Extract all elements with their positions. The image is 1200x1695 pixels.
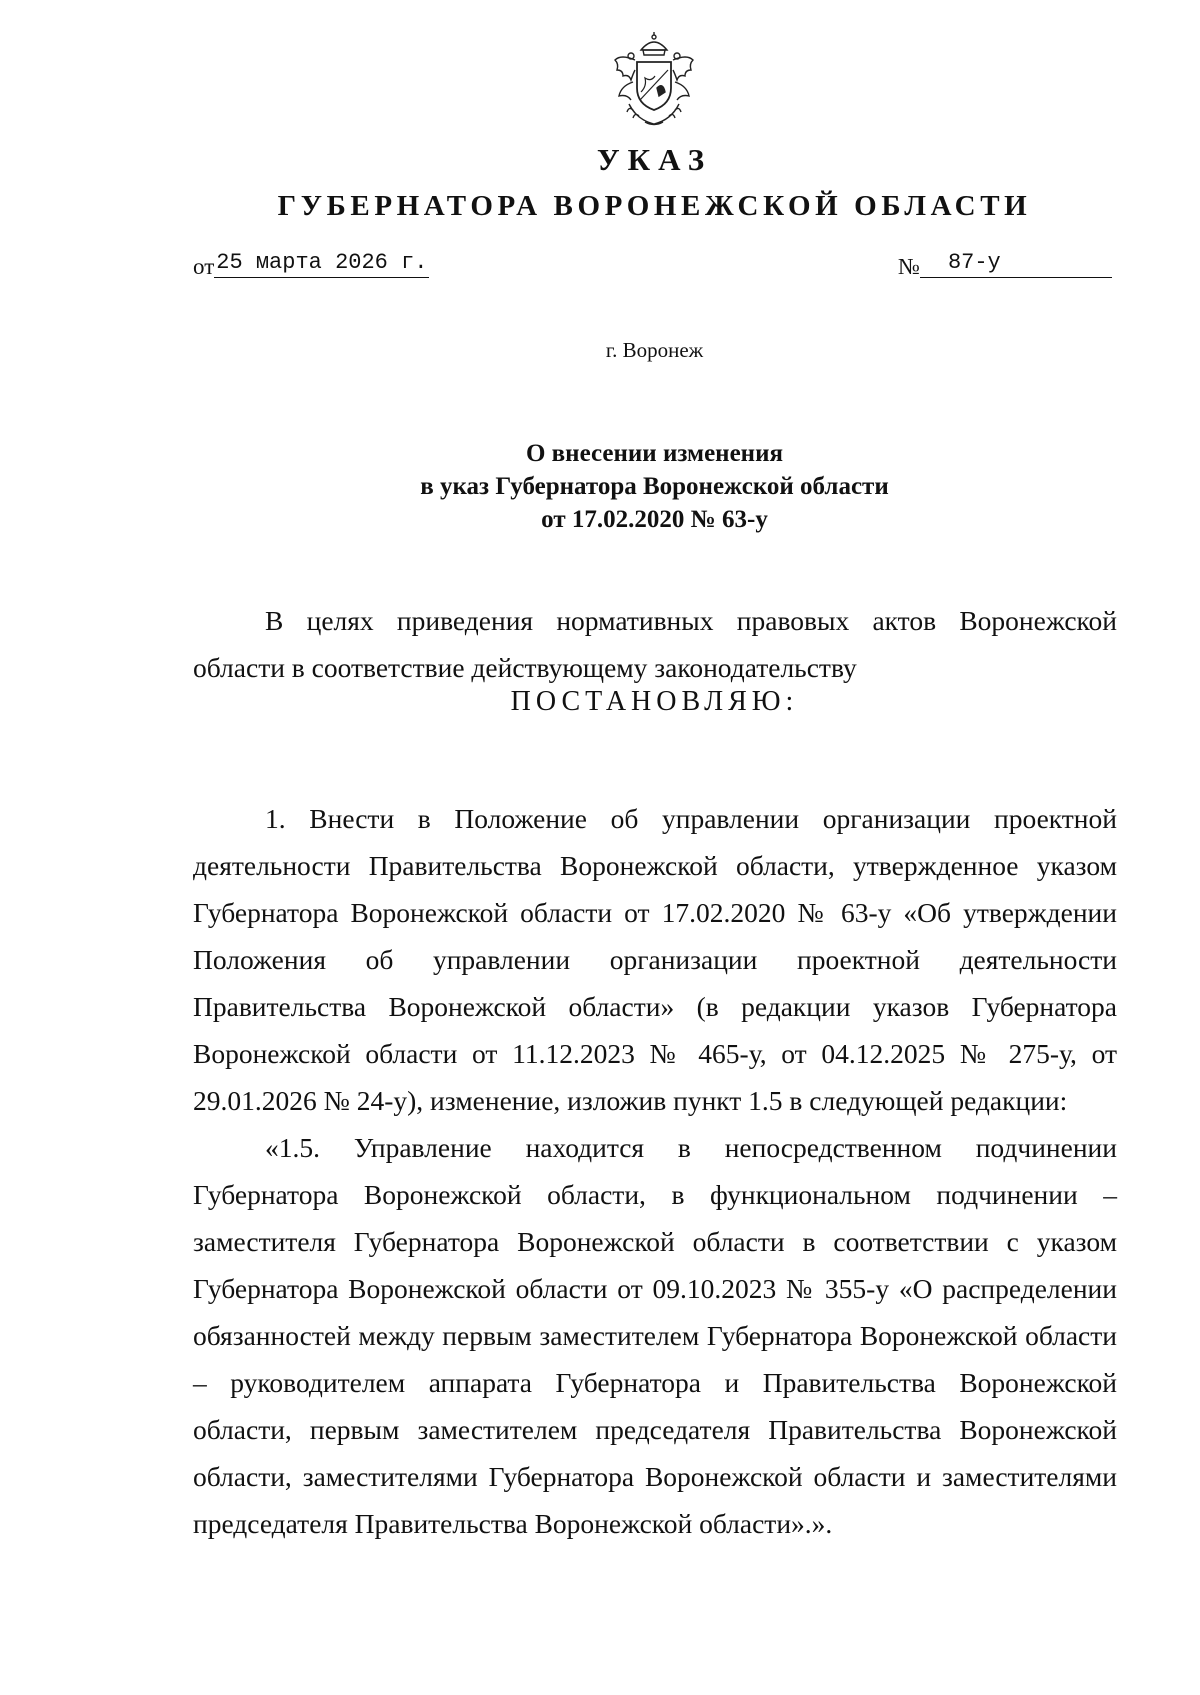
decree-word: ПОСТАНОВЛЯЮ: (510, 686, 799, 717)
number-field (898, 250, 1112, 284)
preamble (193, 597, 1117, 691)
issuer-title: ГУБЕРНАТОРА ВОРОНЕЖСКОЙ ОБЛАСТИ (277, 190, 1032, 222)
document-type: УКАЗ (596, 142, 713, 177)
clause-paragraph: 1. Внести в Положение об управлении организации проектной деятельности Правительства Воронежской области, утвержденное указом Губернатора Воронежской области от 17.02.2020 № 63-у «Об утверждении Положения об управлении организации проектной деятельности Правительства Воронежской области» (в редакции указов Губернатора Воронежской области от 11.12.2023 № 465-у, от 04.12.2025 № 275-у, от 29.01.2026 № 24-у), изменение, изложив пункт 1.5 в следующей редакции: (193, 803, 1117, 1116)
city-label: г. Воронеж (605, 338, 704, 362)
date-prefix: от (193, 254, 215, 279)
clauses (193, 795, 1117, 1547)
clause-quote-paragraph: «1.5. Управление находится в непосредственном подчинении Губернатора Воронежской области, в функциональном подчинении – заместителя Губернатора Воронежской области в соответствии с указом Губернатора Воронежской области от 09.10.2023 № 355-у «О распределении обязанностей между первым заместителем Губернатора Воронежской области – руководителем аппарата Губернатора и Правительства Воронежской области, первым заместителем председателя Правительства Воронежской области, заместителями Губернатора Воронежской области и заместителями председателя Правительства Воронежской области».». (193, 1132, 1117, 1539)
title-line-2: в указ Губернатора Воронежской области (420, 473, 889, 500)
coat-of-arms-icon (607, 30, 701, 130)
number-value: 87-у (920, 250, 1112, 278)
title-line-3: от 17.02.2020 № 63-у (541, 506, 768, 533)
preamble-paragraph: В целях приведения нормативных правовых актов Воронежской области в соответствие действующему законодательству (193, 605, 1117, 683)
date-value: 25 марта 2026 г. (214, 250, 429, 278)
date-field (193, 250, 429, 284)
title-line-1: О внесении изменения (525, 440, 784, 467)
document-title (0, 437, 1200, 536)
number-prefix: № (898, 254, 920, 279)
